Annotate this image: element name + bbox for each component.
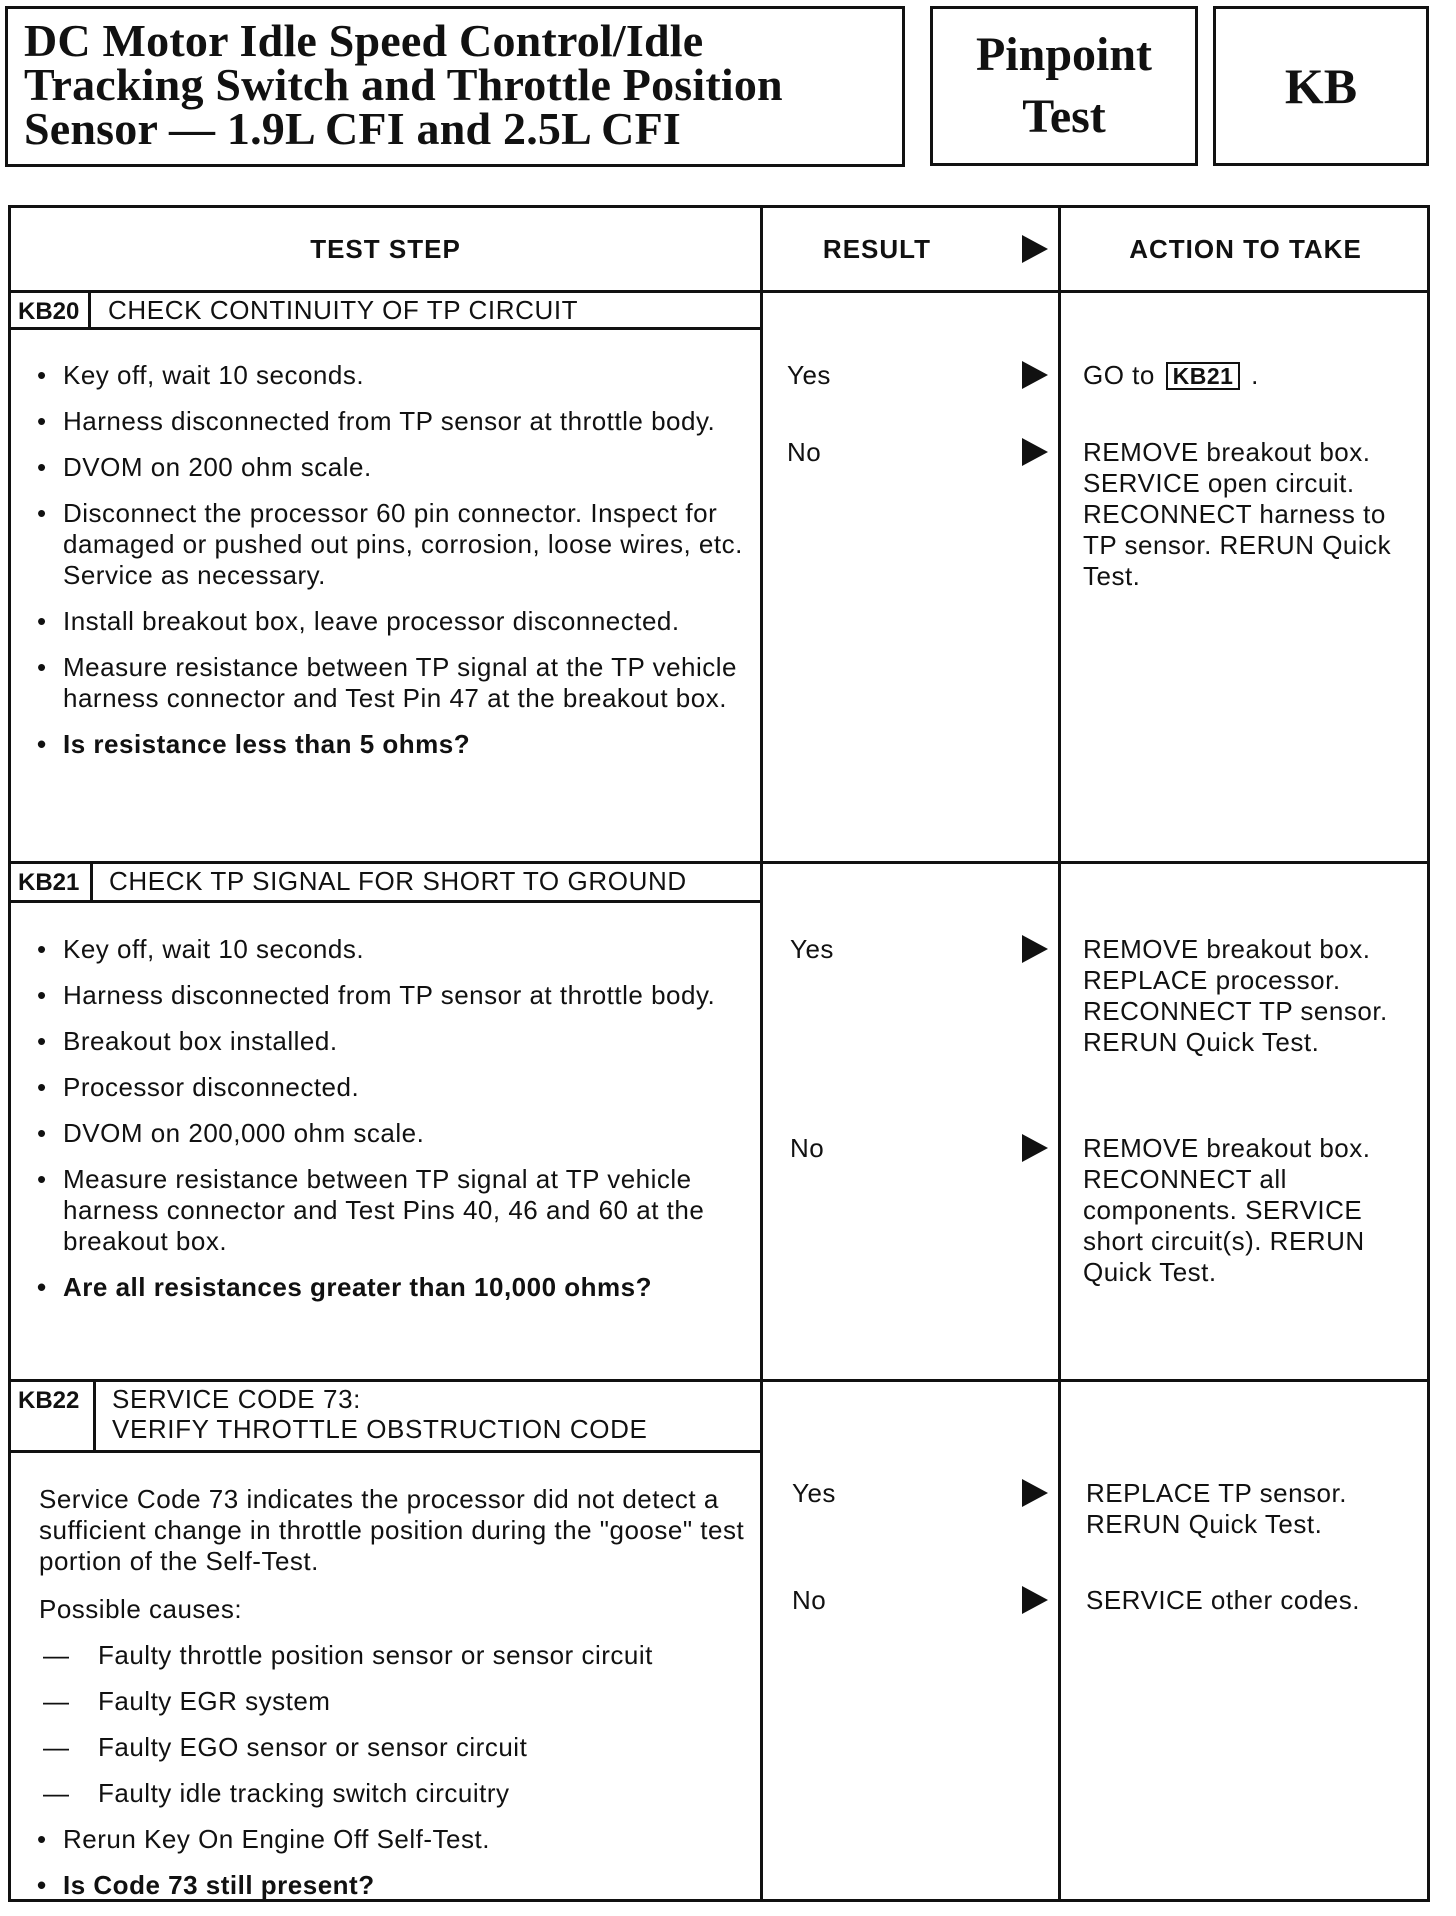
list-item: • Disconnect the processor 60 pin connector. Inspect for damaged or pushed out pins, corrosion, loose wires, etc. Service as necessary. bbox=[35, 498, 755, 591]
title-line-3: Sensor — 1.9L CFI and 2.5L CFI bbox=[24, 103, 681, 154]
list-item: • Harness disconnected from TP sensor at throttle body. bbox=[35, 980, 755, 1011]
possible-causes-list bbox=[43, 1640, 763, 1824]
list-item: • Measure resistance between TP signal at the TP vehicle harness connector and Test Pin 47 at the breakout box. bbox=[35, 652, 755, 714]
step-title-kb20: CHECK CONTINUITY OF TP CIRCUIT bbox=[108, 295, 579, 325]
result-arrow-icon bbox=[1022, 235, 1048, 263]
result-arrow-icon bbox=[1022, 935, 1048, 963]
action-no-kb20: REMOVE breakout box. SERVICE open circuit. RECONNECT harness to TP sensor. RERUN Quick Test. bbox=[1083, 437, 1392, 591]
column-divider-action bbox=[1058, 208, 1061, 1899]
action-yes-kb20 bbox=[1083, 360, 1413, 391]
list-item: • Key off, wait 10 seconds. bbox=[35, 934, 755, 965]
list-item: — Faulty idle tracking switch circuitry bbox=[43, 1778, 763, 1809]
pinpoint-line-1: Pinpoint bbox=[975, 28, 1153, 81]
pinpoint-test-label bbox=[930, 6, 1198, 166]
step-title-kb22 bbox=[112, 1379, 647, 1444]
list-item: • Processor disconnected. bbox=[35, 1072, 755, 1103]
document-title bbox=[5, 6, 905, 167]
list-item: • Rerun Key On Engine Off Self-Test. bbox=[35, 1824, 755, 1855]
action-text: . bbox=[1251, 360, 1259, 390]
result-arrow-icon bbox=[1022, 1586, 1048, 1614]
result-no-kb21: No bbox=[790, 1133, 825, 1163]
step-code-kb21: KB21 bbox=[11, 861, 93, 900]
step-reference-kb21[interactable]: KB21 bbox=[1166, 362, 1241, 390]
list-item: — Faulty throttle position sensor or sensor circuit bbox=[43, 1640, 763, 1671]
step-header-kb21 bbox=[11, 861, 763, 903]
action-no-kb21: REMOVE breakout box. RECONNECT all components. SERVICE short circuit(s). RERUN Quick Test. bbox=[1083, 1133, 1371, 1287]
pinpoint-line-2: Test bbox=[1022, 90, 1106, 143]
action-yes-kb22: REPLACE TP sensor. RERUN Quick Test. bbox=[1086, 1478, 1347, 1539]
step-intro-kb22: Service Code 73 indicates the processor did not detect a sufficient change in throttle position during the "goose" test portion of the Self-Test. bbox=[39, 1484, 745, 1576]
step-header-kb22 bbox=[11, 1379, 763, 1453]
result-arrow-icon bbox=[1022, 1479, 1048, 1507]
list-item: — Faulty EGO sensor or sensor circuit bbox=[43, 1732, 763, 1763]
list-item: • Harness disconnected from TP sensor at throttle body. bbox=[35, 406, 755, 437]
list-item: • Measure resistance between TP signal at TP vehicle harness connector and Test Pins 40, 46 and 60 at the breakout box. bbox=[35, 1164, 755, 1257]
step-question-kb20: • Is resistance less than 5 ohms? bbox=[35, 729, 755, 760]
list-item: • DVOM on 200,000 ohm scale. bbox=[35, 1118, 755, 1149]
list-item: — Faulty EGR system bbox=[43, 1686, 763, 1717]
step-instructions-kb21 bbox=[35, 934, 755, 1318]
result-arrow-icon bbox=[1022, 438, 1048, 466]
action-text: GO to bbox=[1083, 360, 1155, 390]
result-yes-kb22: Yes bbox=[792, 1478, 836, 1508]
column-header-test-step: TEST STEP bbox=[310, 234, 461, 264]
step-code-kb20: KB20 bbox=[11, 290, 91, 327]
title-line-1: DC Motor Idle Speed Control/Idle bbox=[24, 15, 704, 66]
title-line-2: Tracking Switch and Throttle Position bbox=[24, 59, 783, 110]
result-arrow-icon bbox=[1022, 361, 1048, 389]
step-title-line-2: VERIFY THROTTLE OBSTRUCTION CODE bbox=[112, 1414, 648, 1444]
step-question-kb21: • Are all resistances greater than 10,000 ohms? bbox=[35, 1272, 755, 1303]
step-instructions-kb20 bbox=[35, 360, 755, 775]
column-header-result: RESULT bbox=[822, 234, 931, 264]
result-no-kb22: No bbox=[792, 1585, 827, 1615]
list-item: • Install breakout box, leave processor disconnected. bbox=[35, 606, 755, 637]
test-code: KB bbox=[1213, 6, 1429, 166]
result-no-kb20: No bbox=[787, 437, 822, 467]
list-item: • Key off, wait 10 seconds. bbox=[35, 360, 755, 391]
step-title-line-1: SERVICE CODE 73: bbox=[112, 1384, 361, 1414]
list-item: • Breakout box installed. bbox=[35, 1026, 755, 1057]
pinpoint-table bbox=[8, 205, 1430, 1902]
result-arrow-icon bbox=[1022, 1134, 1048, 1162]
step-title-kb21: CHECK TP SIGNAL FOR SHORT TO GROUND bbox=[109, 866, 687, 896]
action-no-kb22: SERVICE other codes. bbox=[1086, 1585, 1360, 1615]
step-instructions-kb22 bbox=[35, 1824, 755, 1916]
step-question-kb22: • Is Code 73 still present? bbox=[35, 1870, 755, 1901]
column-header-action: ACTION TO TAKE bbox=[1129, 234, 1362, 264]
step-header-kb20 bbox=[11, 290, 763, 330]
list-item: • DVOM on 200 ohm scale. bbox=[35, 452, 755, 483]
possible-causes-label: Possible causes: bbox=[39, 1594, 243, 1624]
result-yes-kb20: Yes bbox=[787, 360, 831, 390]
action-yes-kb21: REMOVE breakout box. REPLACE processor. RECONNECT TP sensor. RERUN Quick Test. bbox=[1083, 934, 1388, 1057]
result-yes-kb21: Yes bbox=[790, 934, 834, 964]
step-code-kb22: KB22 bbox=[11, 1379, 96, 1450]
